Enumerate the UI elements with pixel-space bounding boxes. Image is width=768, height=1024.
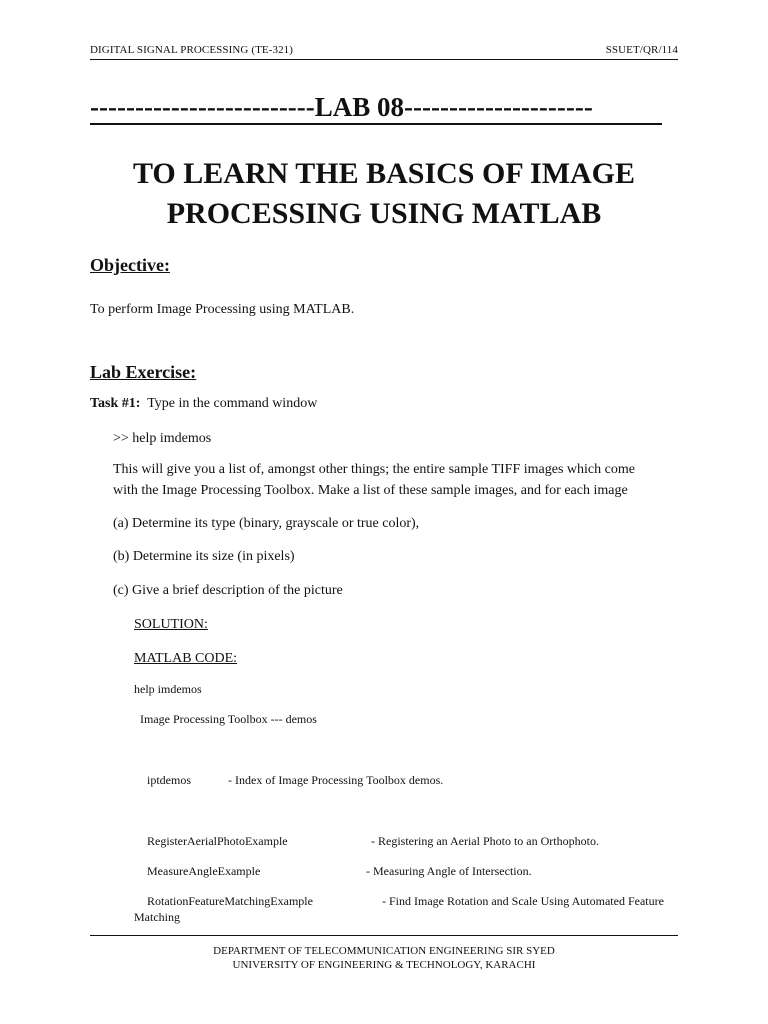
footer-line-1: DEPARTMENT OF TELECOMMUNICATION ENGINEERING SIR SYED xyxy=(213,945,555,957)
list-item-c: (c) Give a brief description of the picture xyxy=(113,583,343,598)
code-row-name: MeasureAngleExample xyxy=(147,864,261,878)
task-text: Type in the command window xyxy=(147,396,318,411)
code-command: help imdemos xyxy=(134,682,202,696)
command-line: >> help imdemos xyxy=(113,431,212,446)
code-row-desc: - Find Image Rotation and Scale Using Automated Feature xyxy=(382,894,664,908)
code-row-desc: - Measuring Angle of Intersection. xyxy=(366,864,532,878)
header-document-code: SSUET/QR/114 xyxy=(605,44,678,56)
lab-heading-rule xyxy=(90,123,662,125)
objective-heading: Objective: xyxy=(90,255,170,275)
lab-exercise-heading: Lab Exercise: xyxy=(90,362,197,382)
footer-line-2: UNIVERSITY OF ENGINEERING & TECHNOLOGY, KARACHI xyxy=(232,959,536,971)
header-rule xyxy=(90,59,678,60)
list-item-a: (a) Determine its type (binary, grayscale or true color), xyxy=(113,516,420,531)
header-course-title: DIGITAL SIGNAL PROCESSING (TE-321) xyxy=(90,44,294,56)
code-row-name: iptdemos xyxy=(147,773,191,787)
lab-heading: -------------------------LAB 08--------------------- xyxy=(90,92,593,122)
code-banner: Image Processing Toolbox --- demos xyxy=(140,712,317,726)
list-item-b: (b) Determine its size (in pixels) xyxy=(113,549,295,564)
footer-rule xyxy=(90,935,678,936)
code-row-name: RotationFeatureMatchingExample xyxy=(147,894,313,908)
task-label: Task #1: xyxy=(90,396,141,411)
page-title-line2: PROCESSING USING MATLAB xyxy=(166,197,602,230)
code-row-desc: - Index of Image Processing Toolbox demos. xyxy=(228,773,444,787)
description-line-1: This will give you a list of, amongst other things; the entire sample TIFF images which come xyxy=(113,462,635,477)
solution-label: SOLUTION: xyxy=(134,617,208,632)
page-title-line1: TO LEARN THE BASICS OF IMAGE xyxy=(132,157,636,190)
description-line-2: with the Image Processing Toolbox. Make a list of these sample images, and for each image xyxy=(113,483,628,498)
task-line xyxy=(90,396,317,412)
objective-text: To perform Image Processing using MATLAB. xyxy=(90,302,355,317)
matlab-code-label: MATLAB CODE: xyxy=(134,651,238,666)
code-row-name: RegisterAerialPhotoExample xyxy=(147,834,288,848)
code-row-desc: - Registering an Aerial Photo to an Orthophoto. xyxy=(371,834,599,848)
code-row-wrap: Matching xyxy=(134,910,180,924)
